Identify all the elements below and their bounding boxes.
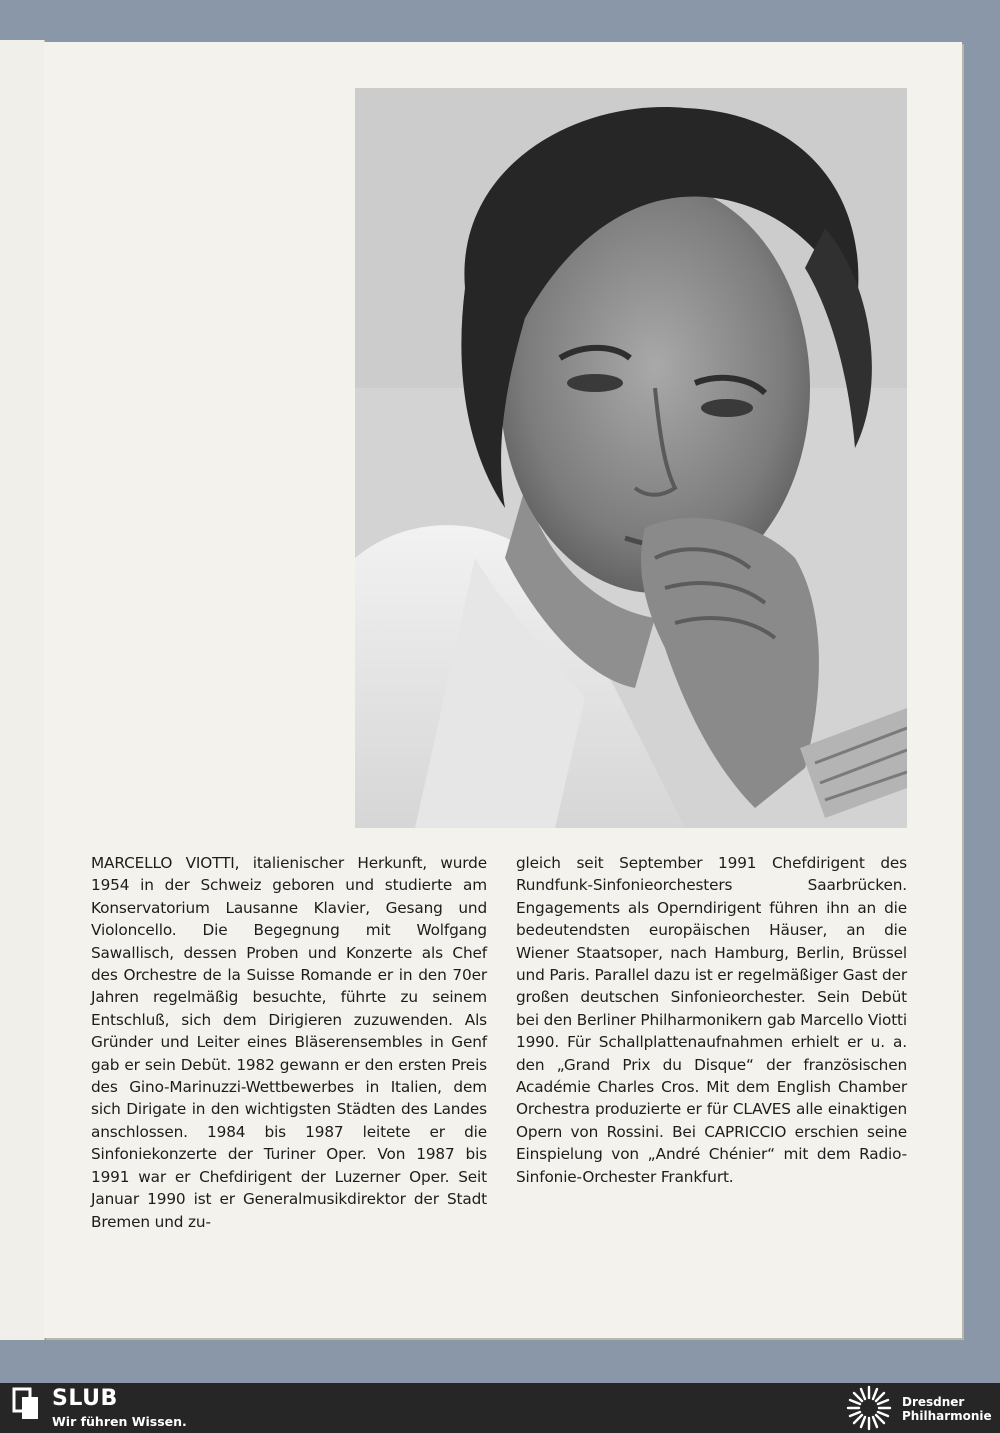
partner-name-line-1: Dresdner [902,1395,965,1409]
slub-logo-icon [12,1387,42,1423]
biography-right-column: gleich seit September 1991 Chefdirigent des Rundfunk-Sinfonieorchesters Saarbrücken. Engagements als Operndirigent führen ihn an die bedeutendsten europäischen Häuser, an die Wiener Staatsoper, nach Hamburg, Berlin, Brüssel und Paris. Parallel dazu ist er regelmäßiger Gast der großen deutschen Sinfonieorchester. Sein Debüt bei den Berliner Philharmonikern gab Marcello Viotti 1990. Für Schallplattenaufnahmen erhielt er u. a. den „Grand Prix du Disque“ der französischen Académie Charles Cros. Mit dem English Chamber Orchestra produzierte er für CLAVES alle einaktigen Opern von Rossini. Bei CAPRICCIO erschien seine Einspielung von „André Chénier“ mit dem Radio-Sinfonie-Orchester Frankfurt. [516,854,907,1186]
portrait-photo [355,88,907,828]
biography-left-column: MARCELLO VIOTTI, italienischer Herkunft, wurde 1954 in der Schweiz geboren und studierte am Konservatorium Lausanne Klavier, Gesang und Violoncello. Die Begegnung mit Wolfgang Sawallisch, dessen Proben und Konzerte als Chef des Orchestre de la Suisse Romande er in den 70er Jahren regelmäßig besuchte, führte zu seinem Entschluß, sich dem Dirigieren zuzuwenden. Als Gründer und Leiter eines Bläserensembles in Genf gab er sein Debüt. 1982 gewann er den ersten Preis des Gino-Marinuzzi-Wettbewerbes in Italien, dem sich Dirigate in den wichtigsten Städten des Landes anschlossen. 1984 bis 1987 leitete er die Sinfoniekonzerte der Turiner Oper. Von 1987 bis 1991 war er Chefdirigent der Luzerner Oper. Seit Januar 1990 ist er Generalmusikdirektor der Stadt Bremen und zu- [91,854,487,1231]
slub-brand-name: SLUB [52,1386,118,1411]
portrait-image [355,88,907,828]
document-sheet [44,42,962,1338]
slub-tagline: Wir führen Wissen. [52,1414,187,1429]
dresdner-philharmonie-logo-icon [842,1385,896,1431]
dresdner-philharmonie-wordmark [902,1395,992,1423]
partner-name-line-2: Philharmonie [902,1409,992,1423]
previous-page-edge [0,40,45,1340]
